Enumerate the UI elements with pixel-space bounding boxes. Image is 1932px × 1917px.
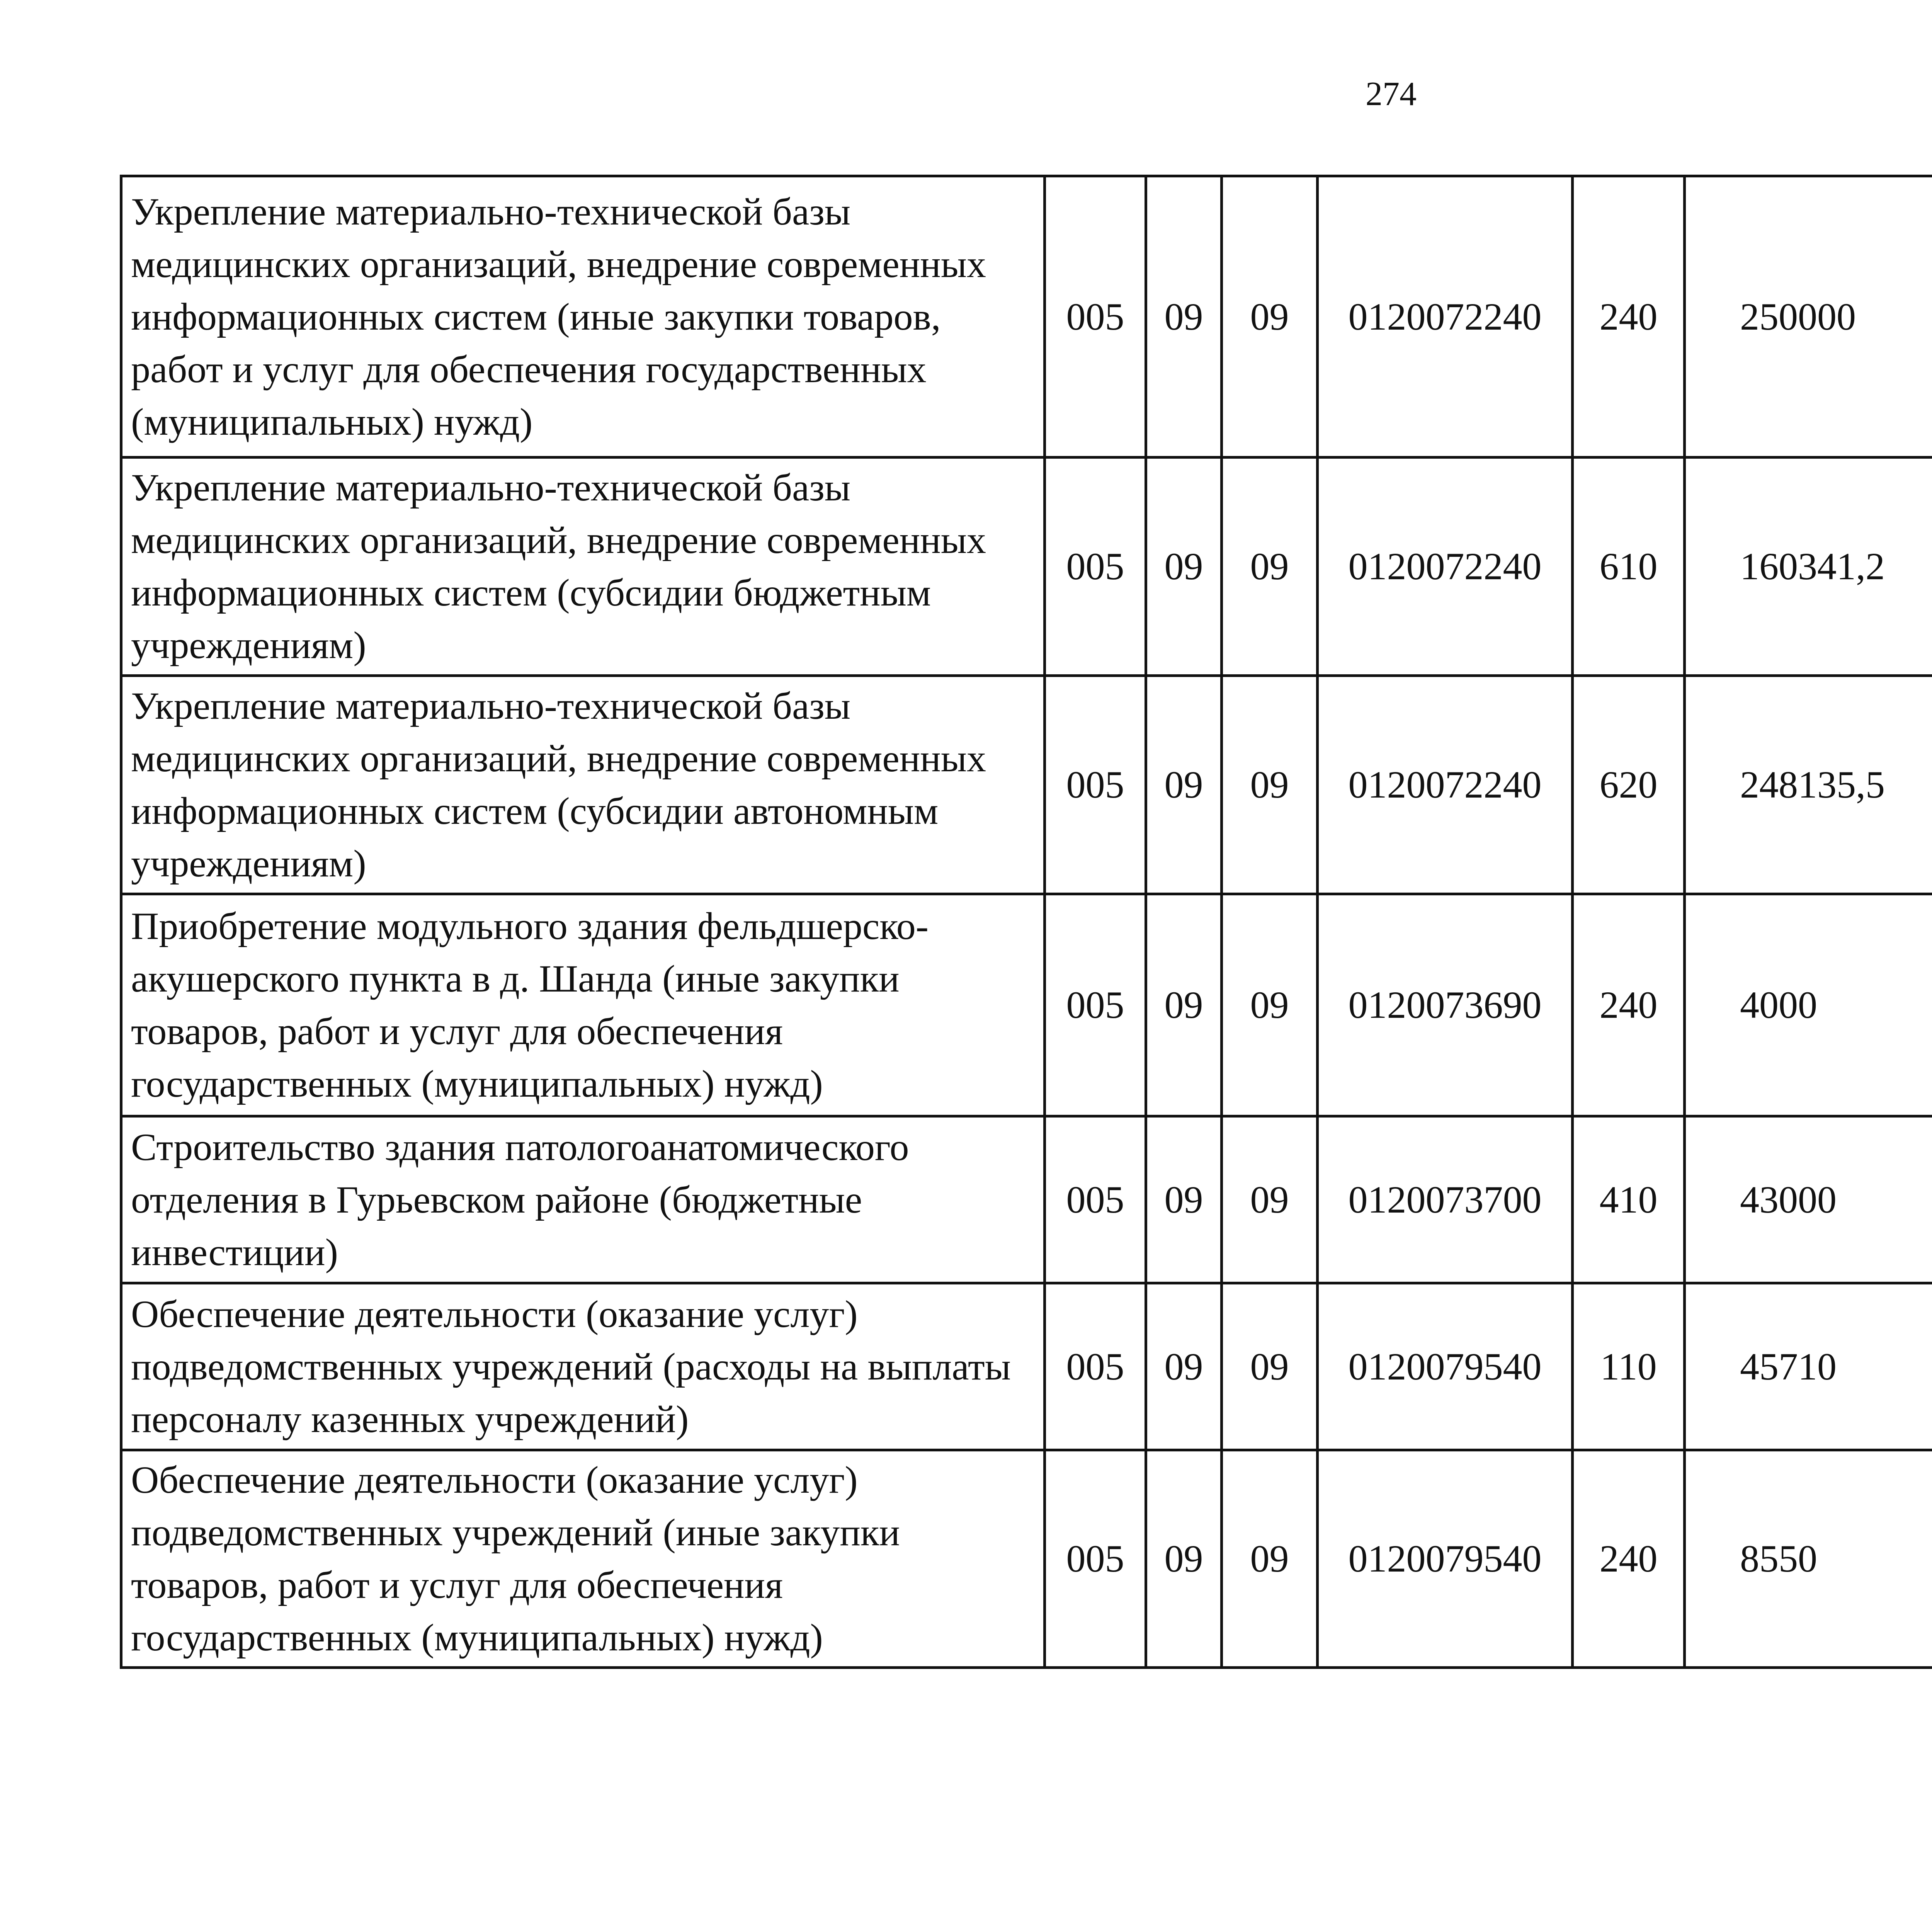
subsection-code: 09	[1222, 894, 1318, 1116]
subsection-code: 09	[1222, 458, 1318, 676]
expense-type-code: 240	[1573, 176, 1685, 458]
table-row	[121, 676, 1932, 894]
ministry-code: 005	[1045, 894, 1146, 1116]
expense-type-code: 110	[1573, 1283, 1685, 1450]
section-code: 09	[1146, 676, 1222, 894]
expense-description: Укрепление материально-технической базы медицинских организаций, внедрение современных информационных систем (субсидии бюджетным учреждениям)	[121, 458, 1045, 676]
section-code: 09	[1146, 1283, 1222, 1450]
table-row	[121, 1283, 1932, 1450]
amount-year-1: 160341,2	[1685, 458, 1932, 676]
subsection-code: 09	[1222, 676, 1318, 894]
target-article-code: 0120079540	[1318, 1450, 1573, 1668]
amount-year-1: 8550	[1685, 1450, 1932, 1668]
subsection-code: 09	[1222, 1116, 1318, 1283]
expense-description: Обеспечение деятельности (оказание услуг) подведомственных учреждений (расходы на выплаты персоналу казенных учреждений)	[121, 1283, 1045, 1450]
subsection-code: 09	[1222, 176, 1318, 458]
ministry-code: 005	[1045, 1283, 1146, 1450]
expense-type-code: 610	[1573, 458, 1685, 676]
ministry-code: 005	[1045, 458, 1146, 676]
table-row	[121, 176, 1932, 458]
expense-type-code: 620	[1573, 676, 1685, 894]
table-row	[121, 1450, 1932, 1668]
table-row	[121, 458, 1932, 676]
expense-type-code: 410	[1573, 1116, 1685, 1283]
amount-year-1: 4000	[1685, 894, 1932, 1116]
expense-description: Обеспечение деятельности (оказание услуг) подведомственных учреждений (иные закупки товаров, работ и услуг для обеспечения государственных (муниципальных) нужд)	[121, 1450, 1045, 1668]
amount-year-1: 45710	[1685, 1283, 1932, 1450]
expense-description: Приобретение модульного здания фельдшерско-акушерского пункта в д. Шанда (иные закупки товаров, работ и услуг для обеспечения государственных (муниципальных) нужд)	[121, 894, 1045, 1116]
target-article-code: 0120072240	[1318, 676, 1573, 894]
target-article-code: 0120073700	[1318, 1116, 1573, 1283]
table-row	[121, 1116, 1932, 1283]
amount-year-1: 43000	[1685, 1116, 1932, 1283]
section-code: 09	[1146, 176, 1222, 458]
budget-table	[120, 175, 1932, 1669]
section-code: 09	[1146, 458, 1222, 676]
expense-description: Укрепление материально-технической базы медицинских организаций, внедрение современных информационных систем (субсидии автономным учреждениям)	[121, 676, 1045, 894]
target-article-code: 0120079540	[1318, 1283, 1573, 1450]
expense-type-code: 240	[1573, 894, 1685, 1116]
amount-year-1: 248135,5	[1685, 676, 1932, 894]
target-article-code: 0120072240	[1318, 458, 1573, 676]
page-number: 274	[1366, 75, 1417, 113]
section-code: 09	[1146, 1450, 1222, 1668]
target-article-code: 0120072240	[1318, 176, 1573, 458]
target-article-code: 0120073690	[1318, 894, 1573, 1116]
expense-description: Укрепление материально-технической базы медицинских организаций, внедрение современных информационных систем (иные закупки товаров, работ и услуг для обеспечения государственных (муниципальных) нужд)	[121, 176, 1045, 458]
expense-type-code: 240	[1573, 1450, 1685, 1668]
table-row	[121, 894, 1932, 1116]
ministry-code: 005	[1045, 1450, 1146, 1668]
ministry-code: 005	[1045, 676, 1146, 894]
expense-description: Строительство здания патологоанатомического отделения в Гурьевском районе (бюджетные инвестиции)	[121, 1116, 1045, 1283]
ministry-code: 005	[1045, 176, 1146, 458]
subsection-code: 09	[1222, 1283, 1318, 1450]
amount-year-1: 250000	[1685, 176, 1932, 458]
section-code: 09	[1146, 1116, 1222, 1283]
section-code: 09	[1146, 894, 1222, 1116]
subsection-code: 09	[1222, 1450, 1318, 1668]
ministry-code: 005	[1045, 1116, 1146, 1283]
